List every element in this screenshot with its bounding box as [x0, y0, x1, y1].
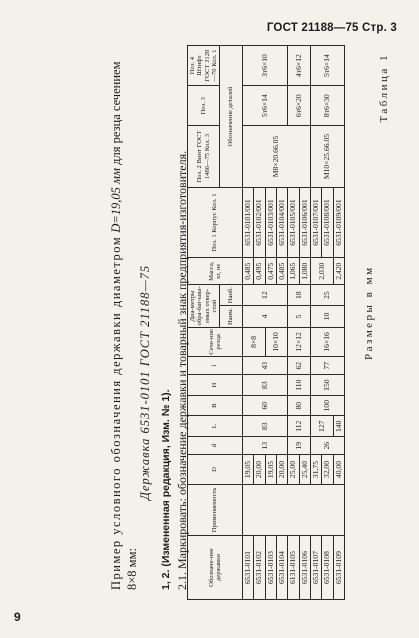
cell-designation: 6531-0108	[322, 536, 333, 600]
col-d: d	[188, 437, 243, 455]
cell-pos3: 6т6×20	[288, 86, 311, 126]
col-naim: Наим.	[220, 306, 243, 328]
col-naib: Наиб.	[220, 285, 243, 306]
page-number: 9	[14, 610, 21, 624]
cell-D: 19,05	[243, 455, 254, 484]
cell-D: 25,40	[299, 455, 310, 484]
example-designation: Державка 6531-0101 ГОСТ 21188—75	[138, 264, 152, 500]
cell-l: 77	[311, 356, 345, 374]
cell-B: 80	[288, 395, 311, 416]
col-pos1: Поз. 1 Корпус Кол. 1	[188, 187, 243, 257]
note-marking: 2.1. Маркировать: обозначение державки и товарный знак предприятия-изготовителя.	[175, 150, 189, 590]
cell-designation: 6131-0105	[288, 536, 299, 600]
table-title: Таблица 1	[378, 53, 390, 123]
col-pos4-label: Поз. 4	[189, 56, 196, 75]
cell-pos1: 6531-0107/001	[311, 187, 322, 257]
cell-pos3: 8т6×30	[311, 86, 345, 126]
cell-pos1: 6531-0106/001	[299, 187, 310, 257]
cell-D: 25,00	[288, 455, 299, 484]
standard-title: ГОСТ 21188—75 Стр. 3	[266, 22, 397, 34]
cell-D: 20,00	[277, 455, 288, 484]
cell-l: 62	[288, 356, 311, 374]
page-header	[0, 22, 419, 42]
cell-mass: 0,485	[277, 258, 288, 285]
col-pos2: Поз. 2 Винт ГОСТ 1486—75 Кол. 3	[188, 126, 220, 188]
col-D: D	[188, 455, 243, 484]
col-l: l	[188, 356, 243, 374]
cell-pos4: 4т6×12	[288, 46, 311, 86]
cell-B: 100	[311, 395, 345, 416]
col-designation: Обозначе-ние державки	[188, 536, 243, 600]
cell-pos1: 6531-0102/001	[254, 187, 265, 257]
cell-pos3: 5т6×14	[243, 86, 288, 126]
cell-D: 32,00	[322, 455, 333, 484]
cell-d: 13	[243, 437, 288, 455]
cell-pos4: 5т6×14	[311, 46, 345, 86]
cell-naib: 12	[243, 285, 288, 306]
cell-H: 83	[243, 375, 288, 396]
cell-pos2: М8×20.66.05	[243, 126, 311, 188]
cell-L: 127	[311, 416, 334, 437]
cell-pos1: 6531-0104/001	[277, 187, 288, 257]
notes	[158, 50, 190, 590]
cell-mass: 0,475	[265, 258, 276, 285]
cell-mass: 0,495	[254, 258, 265, 285]
cell-d: 19	[288, 437, 311, 455]
cell-H: 150	[311, 375, 345, 396]
example-formula: D=19,05 мм	[109, 167, 123, 233]
cell-designation: 6531-0101	[243, 536, 254, 600]
cell-naim: 5	[288, 306, 311, 328]
cell-designation: 6531-0107	[311, 536, 322, 600]
cell-mass: 1,080	[299, 258, 310, 285]
cell-naim: 4	[243, 306, 288, 328]
col-B: B	[188, 395, 243, 416]
cell-designation: 6531-0103	[265, 536, 276, 600]
cell-pos1: 6531-0101/001	[243, 187, 254, 257]
cell-pos1: 6531-0103/001	[265, 187, 276, 257]
cell-pos1: 6531-0105/001	[288, 187, 299, 257]
cell-naib: 25	[311, 285, 345, 306]
example-lead: Пример условного обозначения державки диаметром	[109, 235, 123, 590]
cell-H: 110	[288, 375, 311, 396]
example-tail: для резца сечением 8×8 мм:	[109, 61, 139, 590]
col-section: Сече-ние резца	[188, 327, 243, 356]
cell-naib: 18	[288, 285, 311, 306]
col-mass: Масса, кг, не	[188, 258, 243, 285]
col-L: L	[188, 416, 243, 437]
cell-L: 83	[243, 416, 288, 437]
col-applicability: Применяемость	[188, 484, 243, 536]
cell-mass: 1,065	[288, 258, 299, 285]
col-pos3: Поз. 3	[188, 86, 220, 126]
cell-mass: 0,485	[243, 258, 254, 285]
cell-section: 8×8	[243, 327, 266, 356]
col-H: H	[188, 375, 243, 396]
cell-pos4: 3т6×10	[243, 46, 288, 86]
cell-designation: 6531-0104	[277, 536, 288, 600]
dimensions-table	[187, 45, 345, 600]
cell-l: 43	[243, 356, 288, 374]
cell-designation: 6531-0106	[299, 536, 310, 600]
cell-applicability	[243, 484, 345, 536]
cell-D: 31,75	[311, 455, 322, 484]
col-diam-group: Диа-метры обра-бат-ыва-емых отвер-стий	[189, 286, 218, 326]
col-parts: Обозначение деталей	[220, 46, 243, 188]
cell-section: 10×10	[265, 327, 288, 356]
cell-designation: 6531-0102	[254, 536, 265, 600]
cell-D: 40,00	[333, 455, 344, 484]
rotated-page-content	[22, 45, 402, 600]
cell-designation: 6531-0109	[333, 536, 344, 600]
cell-D: 19,05	[265, 455, 276, 484]
cell-pos1: 6531-0108/001	[322, 187, 333, 257]
col-pos4	[188, 46, 220, 86]
example-paragraph	[108, 50, 140, 590]
table-row	[243, 46, 254, 600]
col-pos4-spec: Штифт ГОСТ 3128—70 Кол. 1	[196, 49, 218, 82]
cell-pos1: 6531-0109/001	[333, 187, 344, 257]
cell-L: 140	[333, 416, 344, 437]
cell-mass: 2,030	[311, 258, 334, 285]
cell-pos2: М10×25.66.05	[311, 126, 345, 188]
cell-L: 112	[288, 416, 311, 437]
units-title: Размеры в мм	[363, 265, 375, 360]
cell-D: 20,00	[254, 455, 265, 484]
cell-d: 26	[311, 437, 345, 455]
cell-mass: 2,420	[333, 258, 344, 285]
cell-section: 12×12	[288, 327, 311, 356]
note-amendment: 1, 2. (Измененная редакция, Изм. № 1).	[160, 389, 172, 590]
cell-naim: 10	[311, 306, 345, 328]
cell-B: 60	[243, 395, 288, 416]
cell-section: 16×16	[311, 327, 345, 356]
